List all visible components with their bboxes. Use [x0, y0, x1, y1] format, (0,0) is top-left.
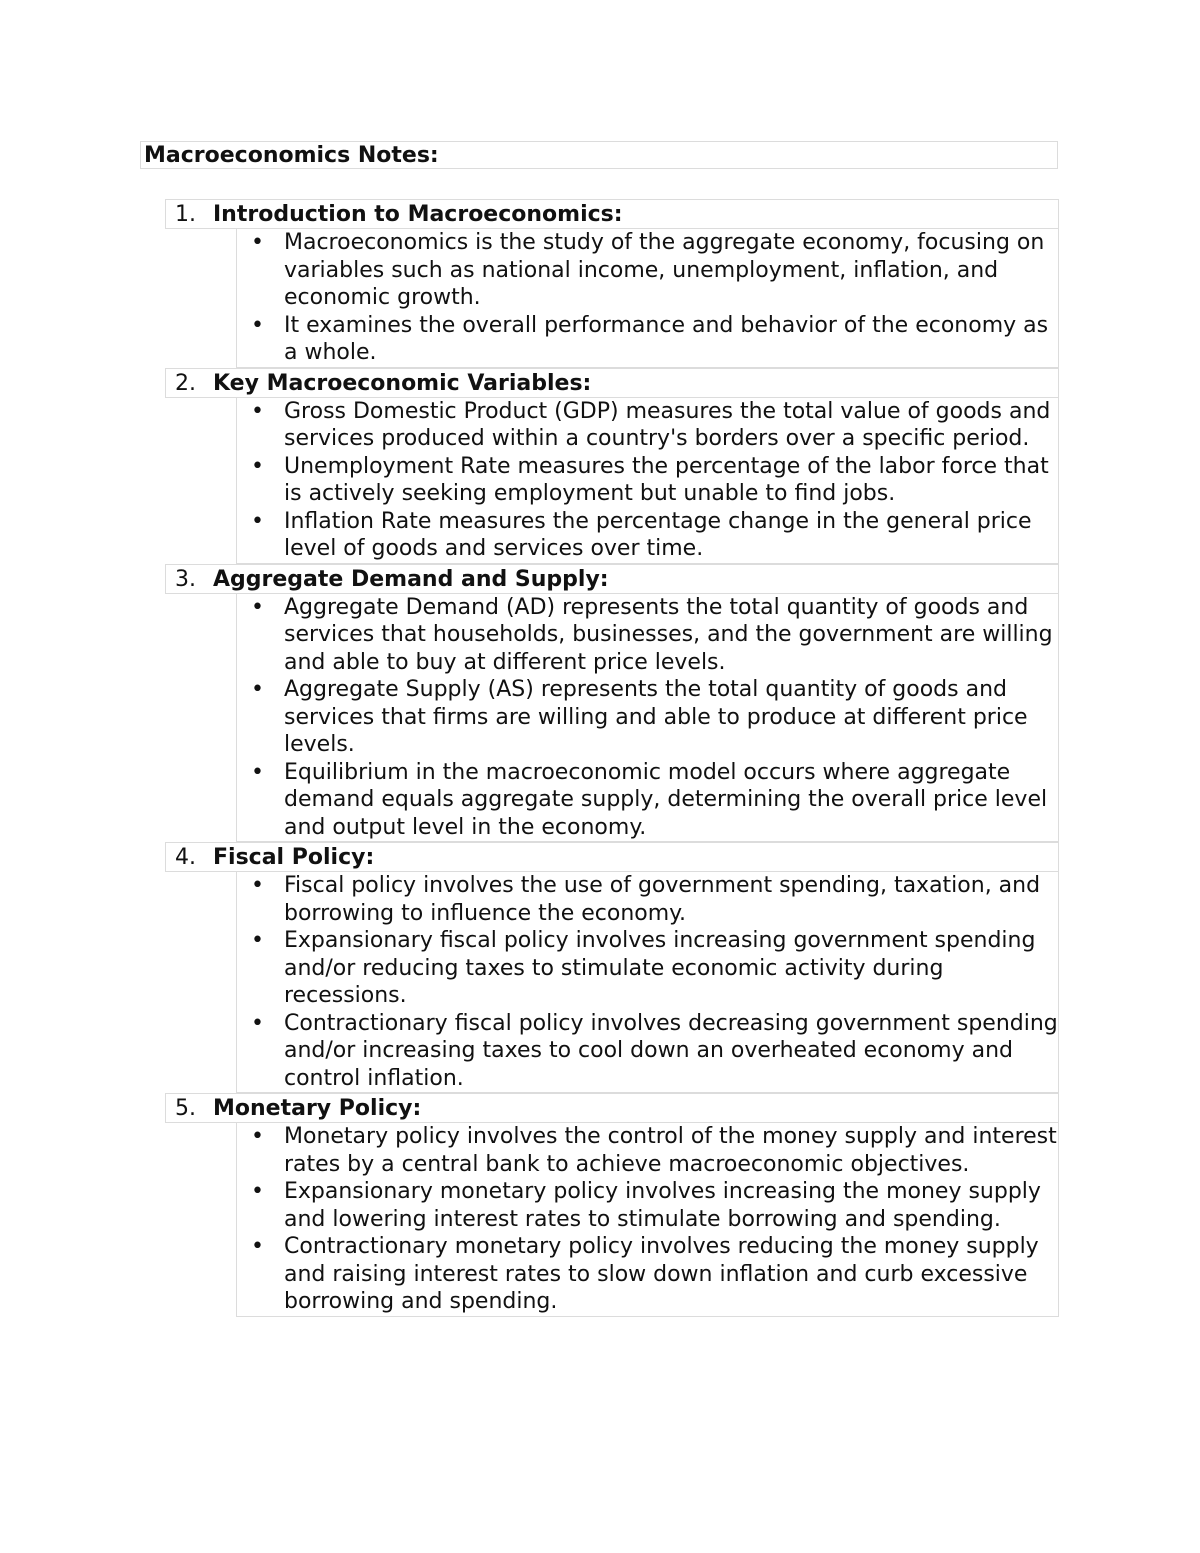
bullet-text: Unemployment Rate measures the percentage of the labor force that is actively seeking employment but unable to find jobs.	[284, 453, 1049, 506]
bullet-list	[237, 872, 1058, 1092]
list-item	[237, 872, 1058, 927]
section-number: 5.	[175, 1096, 196, 1121]
bullet-list	[237, 229, 1058, 367]
bullet-text: Macroeconomics is the study of the aggregate economy, focusing on variables such as national income, unemployment, inflation, and economic growth.	[284, 230, 1045, 310]
bullet-text: Contractionary monetary policy involves reducing the money supply and raising interest rates to slow down inflation and curb excessive borrowing and spending.	[284, 1234, 1039, 1314]
list-item	[237, 1233, 1058, 1316]
section-heading	[165, 564, 1059, 594]
list-item	[237, 594, 1058, 677]
bullet-text: Equilibrium in the macroeconomic model occurs where aggregate demand equals aggregate supply, determining the overall price level and output level in the economy.	[284, 759, 1048, 840]
section-number: 1.	[175, 202, 196, 227]
list-item	[237, 398, 1058, 453]
bullet-icon: •	[251, 508, 264, 534]
bullet-text: Contractionary fiscal policy involves decreasing government spending and/or increasing taxes to cool down an overheated economy and control inflation.	[284, 1010, 1058, 1091]
bullet-icon: •	[251, 1234, 264, 1259]
list-item	[237, 1010, 1058, 1093]
section-title: Introduction to Macroeconomics:	[213, 202, 623, 227]
list-item	[237, 759, 1058, 842]
list-item	[237, 453, 1058, 508]
bullet-icon: •	[251, 677, 264, 702]
notes-sections	[165, 199, 1059, 1317]
section-introduction	[165, 199, 1059, 368]
bullet-icon: •	[251, 1010, 264, 1036]
section-heading	[165, 368, 1059, 398]
bullet-text: Monetary policy involves the control of the money supply and interest rates by a central bank to achieve macroeconomic objectives.	[284, 1124, 1057, 1177]
section-number: 4.	[175, 845, 196, 870]
bullet-box	[236, 594, 1059, 843]
section-title: Monetary Policy:	[213, 1096, 422, 1121]
list-item	[237, 1178, 1058, 1233]
section-heading	[165, 1093, 1059, 1123]
bullet-list	[237, 398, 1058, 563]
section-heading	[165, 199, 1059, 229]
section-aggregate-demand-supply	[165, 564, 1059, 843]
bullet-icon: •	[251, 928, 264, 953]
list-item	[237, 1123, 1058, 1178]
bullet-text: Fiscal policy involves the use of government spending, taxation, and borrowing to influence the economy.	[284, 873, 1041, 926]
list-item	[237, 312, 1058, 367]
bullet-text: Gross Domestic Product (GDP) measures the total value of goods and services produced within a country's borders over a specific period.	[284, 398, 1051, 451]
bullet-list	[237, 594, 1058, 842]
bullet-icon: •	[251, 1124, 264, 1149]
bullet-icon: •	[251, 594, 264, 620]
bullet-icon: •	[251, 398, 264, 424]
list-item	[237, 508, 1058, 563]
section-number: 3.	[175, 566, 196, 592]
section-key-variables	[165, 368, 1059, 564]
section-title: Aggregate Demand and Supply:	[213, 566, 609, 592]
bullet-icon: •	[251, 1179, 264, 1204]
section-title: Fiscal Policy:	[213, 845, 375, 870]
bullet-text: Expansionary fiscal policy involves increasing government spending and/or reducing taxes to stimulate economic activity during recessions.	[284, 928, 1036, 1008]
bullet-text: Expansionary monetary policy involves increasing the money supply and lowering interest rates to stimulate borrowing and spending.	[284, 1179, 1041, 1232]
bullet-text: Aggregate Demand (AD) represents the total quantity of goods and services that households, businesses, and the government are willing and able to buy at different price levels.	[284, 594, 1053, 675]
bullet-text: It examines the overall performance and behavior of the economy as a whole.	[284, 312, 1049, 365]
bullet-icon: •	[251, 873, 264, 898]
bullet-icon: •	[251, 230, 264, 255]
section-number: 2.	[175, 370, 196, 396]
section-monetary-policy	[165, 1093, 1059, 1317]
bullet-box	[236, 398, 1059, 564]
section-heading	[165, 842, 1059, 872]
bullet-icon: •	[251, 453, 264, 479]
bullet-box	[236, 1123, 1059, 1317]
section-fiscal-policy	[165, 842, 1059, 1093]
list-item	[237, 229, 1058, 312]
bullet-icon: •	[251, 312, 264, 338]
bullet-icon: •	[251, 759, 264, 785]
bullet-list	[237, 1123, 1058, 1316]
bullet-box	[236, 872, 1059, 1093]
list-item	[237, 927, 1058, 1010]
document-title: Macroeconomics Notes:	[144, 143, 439, 168]
list-item	[237, 676, 1058, 759]
bullet-box	[236, 229, 1059, 368]
bullet-text: Inflation Rate measures the percentage change in the general price level of goods and services over time.	[284, 508, 1032, 561]
bullet-text: Aggregate Supply (AS) represents the total quantity of goods and services that firms are willing and able to produce at different price levels.	[284, 677, 1028, 757]
section-title: Key Macroeconomic Variables:	[213, 370, 592, 396]
